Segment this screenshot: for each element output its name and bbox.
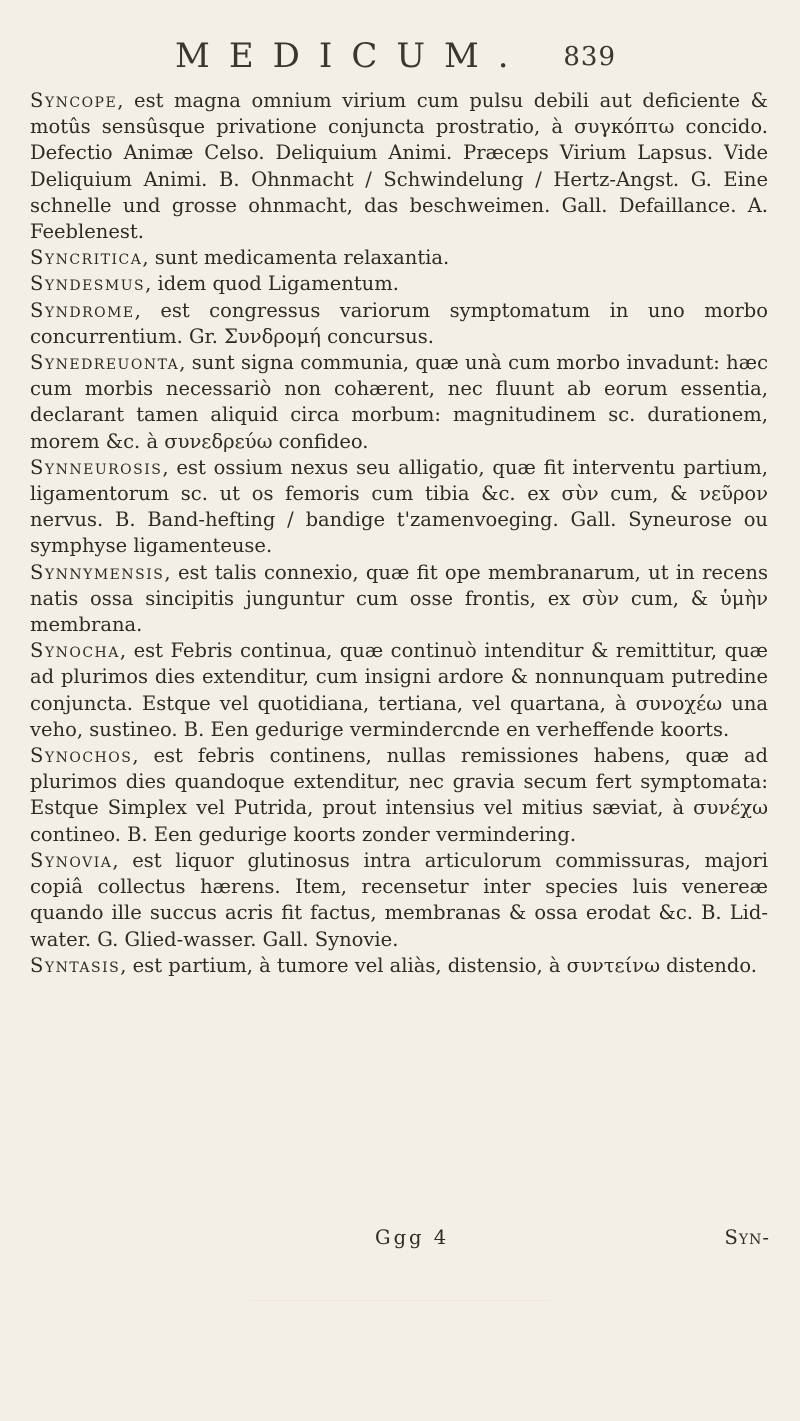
entry-headword: Synochos: [30, 744, 133, 768]
entry-syntasis: [30, 953, 768, 979]
dictionary-entries: [30, 88, 768, 979]
paper-fold: [250, 1300, 550, 1421]
entry-syndrome: [30, 298, 768, 350]
entry-syndesmus: [30, 271, 768, 297]
page-number: 839: [563, 42, 616, 72]
entry-headword: Synneurosis: [30, 455, 163, 479]
entry-syncope: [30, 88, 768, 245]
catchword: Syn-: [724, 1226, 770, 1249]
entry-text: , est talis connexio, quæ fit ope membranarum, ut in recens natis ossa sincipitis junguntur cum osse frontis, ex σὺν cum, & ὑμὴν membrana.: [30, 560, 768, 637]
entry-headword: Syndesmus: [30, 272, 146, 296]
entry-text: , sunt medicamenta relaxantia.: [142, 246, 450, 270]
entry-headword: Synedreuonta: [30, 351, 180, 375]
entry-text: , sunt signa communia, quæ unà cum morbo invadunt: hæc cum morbis necessariò non cohærent, nec fluunt ab eorum essentia, declarant tamen aliquid circa morbum: magnitudinem sc. durationem, morem &c. à συνεδρεύω confideo.: [30, 351, 768, 453]
entry-text: , est congressus variorum symptomatum in uno morbo concurrentium. Gr. Συνδρομή concursus.: [30, 298, 768, 348]
running-header: [0, 36, 800, 86]
entry-headword: Synnymensis: [30, 560, 165, 584]
entry-synocha: [30, 638, 768, 743]
entry-text: , idem quod Ligamentum.: [145, 272, 399, 296]
entry-text: , est febris continens, nullas remissiones habens, quæ ad plurimos dies quandoque extenditur, nec gravia secum fert symptomata: Estque Simplex vel Putrida, prout intensius vel mitius sæviat, à συνέχω contineo. B. Een gedurige koorts zonder vermindering.: [30, 744, 768, 846]
entry-text: , est ossium nexus seu alligatio, quæ fit interventu partium, ligamentorum sc. ut os femoris cum tibia &c. ex σὺν cum, & νεῦρον nervus. B. Band-hefting / bandige t'zamenvoeging. Gall. Syneurose ou symphyse ligamenteuse.: [30, 455, 768, 558]
entry-headword: Synocha: [30, 639, 120, 663]
entry-syncritica: [30, 245, 768, 271]
entry-text: , est Febris continua, quæ continuò intenditur & remittitur, quæ ad plurimos dies extenditur, cum insigni ardore & nonnunquam putredine conjuncta. Estque vel quotidiana, tertiana, vel quartana, à συνοχέω una veho, sustineo. B. Een gedurige vermindercnde en verheffende koorts.: [30, 639, 768, 741]
entry-synochos: [30, 743, 768, 848]
entry-synedreuonta: [30, 350, 768, 455]
entry-text: , est liquor glutinosus intra articulorum commissuras, majori copiâ collectus hærens. Item, recensetur inter species luis venereæ quando ille succus acris fit factus, membranas & ossa erodat &c. B. Lid-water. G. Glied-wasser. Gall. Synovie.: [30, 848, 768, 951]
entry-headword: Syncope: [30, 89, 118, 112]
running-title: MEDICUM.: [175, 36, 528, 76]
entry-synovia: [30, 848, 768, 953]
signature-mark: Ggg 4: [375, 1226, 450, 1249]
entry-synnymensis: [30, 560, 768, 639]
entry-headword: Syncritica: [30, 246, 143, 270]
entry-synneurosis: [30, 455, 768, 560]
entry-headword: Syntasis: [30, 953, 121, 977]
entry-headword: Synovia: [30, 848, 113, 872]
entry-headword: Syndrome: [30, 298, 135, 322]
entry-text: , est partium, à tumore vel aliàs, distensio, à συντείνω distendo.: [120, 953, 757, 977]
entry-text: , est magna omnium virium cum pulsu debili aut deficiente & motûs sensûsque privatione conjuncta prostratio, à συγκόπτω concido. Defectio Animæ Celso. Deliquium Animi. Præceps Virium Lapsus. Vide Deliquium Animi. B. Ohnmacht / Schwindelung / Hertz-Angst. G. Eine schnelle und grosse ohnmacht, das beschweimen. Gall. Defaillance. A. Feeblenest.: [30, 89, 768, 244]
